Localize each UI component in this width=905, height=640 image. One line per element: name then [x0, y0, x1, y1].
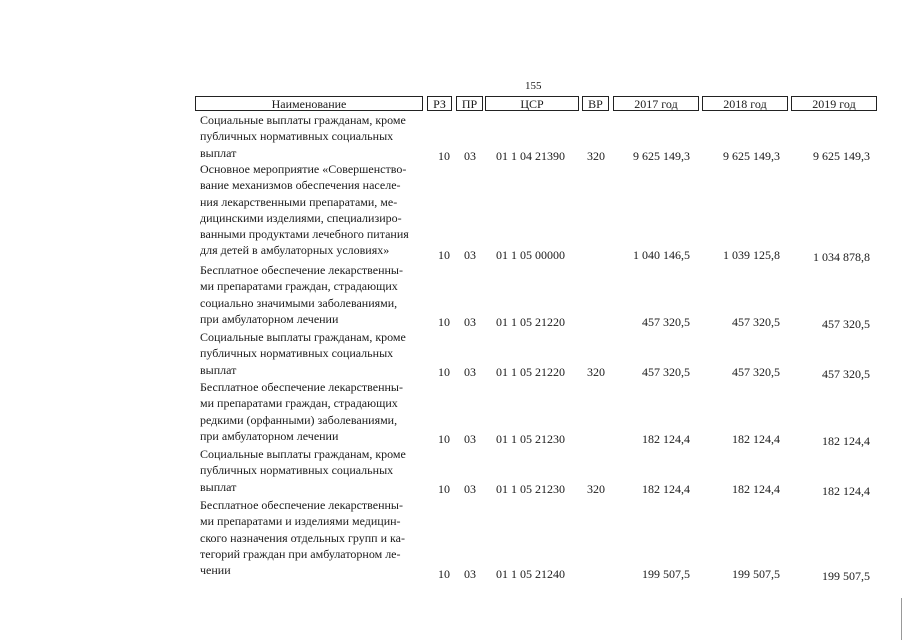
row-2018: 457 320,5 — [732, 315, 780, 329]
row-vr: 320 — [587, 149, 605, 163]
row-2018: 199 507,5 — [732, 567, 780, 581]
row-pr: 03 — [464, 365, 476, 379]
column-header-2019: 2019 год — [791, 96, 877, 111]
row-2018: 9 625 149,3 — [723, 149, 780, 163]
row-2019: 1 034 878,8 — [813, 250, 870, 264]
column-header-2017: 2017 год — [613, 96, 699, 111]
row-vr: 320 — [587, 482, 605, 496]
column-header-name: Наименование — [195, 96, 423, 111]
row-2017: 199 507,5 — [642, 567, 690, 581]
row-name: Бесплатное обеспечение лекарственны- ми препаратами граждан, страдающих редкими (орфанными) заболеваниями, при амбулаторном лечении — [200, 380, 403, 443]
row-rz: 10 — [438, 482, 450, 496]
row-pr: 03 — [464, 248, 476, 262]
row-2018: 182 124,4 — [732, 482, 780, 496]
row-name: Основное мероприятие «Совершенство- вание механизмов обеспечения населе- ния лекарственными препаратами, ме- дицинскими изделиями, специализиро- ванными продуктами лечебного питания для детей в амбулаторных условиях» — [200, 162, 409, 258]
column-header-rz: РЗ — [427, 96, 452, 111]
row-name: Бесплатное обеспечение лекарственны- ми препаратами граждан, страдающих социально значимыми заболеваниями, при амбулаторном лечении — [200, 263, 403, 326]
row-2017: 1 040 146,5 — [633, 248, 690, 262]
row-pr: 03 — [464, 149, 476, 163]
column-header-pr: ПР — [456, 96, 483, 111]
row-2017: 457 320,5 — [642, 315, 690, 329]
row-csr: 01 1 05 21220 — [496, 365, 565, 379]
row-2017: 182 124,4 — [642, 482, 690, 496]
row-2018: 457 320,5 — [732, 365, 780, 379]
row-2018: 182 124,4 — [732, 432, 780, 446]
row-2019: 457 320,5 — [822, 317, 870, 331]
row-2019: 9 625 149,3 — [813, 149, 870, 163]
row-2017: 9 625 149,3 — [633, 149, 690, 163]
row-rz: 10 — [438, 315, 450, 329]
row-csr: 01 1 04 21390 — [496, 149, 565, 163]
column-header-2018: 2018 год — [702, 96, 788, 111]
row-pr: 03 — [464, 482, 476, 496]
page-number: 155 — [525, 80, 542, 92]
column-header-csr: ЦСР — [485, 96, 579, 111]
row-rz: 10 — [438, 248, 450, 262]
row-2018: 1 039 125,8 — [723, 248, 780, 262]
row-pr: 03 — [464, 432, 476, 446]
row-2017: 182 124,4 — [642, 432, 690, 446]
row-2019: 182 124,4 — [822, 484, 870, 498]
row-rz: 10 — [438, 432, 450, 446]
row-2019: 199 507,5 — [822, 569, 870, 583]
row-pr: 03 — [464, 567, 476, 581]
row-name: Социальные выплаты гражданам, кроме публичных нормативных социальных выплат — [200, 330, 406, 377]
row-rz: 10 — [438, 149, 450, 163]
row-2019: 182 124,4 — [822, 434, 870, 448]
row-name: Социальные выплаты гражданам, кроме публичных нормативных социальных выплат — [200, 113, 406, 160]
row-csr: 01 1 05 21230 — [496, 432, 565, 446]
row-2017: 457 320,5 — [642, 365, 690, 379]
row-vr: 320 — [587, 365, 605, 379]
row-pr: 03 — [464, 315, 476, 329]
row-2019: 457 320,5 — [822, 367, 870, 381]
row-rz: 10 — [438, 567, 450, 581]
scan-edge-divider — [901, 598, 902, 640]
row-rz: 10 — [438, 365, 450, 379]
row-csr: 01 1 05 21240 — [496, 567, 565, 581]
row-name: Социальные выплаты гражданам, кроме публичных нормативных социальных выплат — [200, 447, 406, 494]
row-csr: 01 1 05 00000 — [496, 248, 565, 262]
column-header-vr: ВР — [582, 96, 609, 111]
row-csr: 01 1 05 21230 — [496, 482, 565, 496]
row-name: Бесплатное обеспечение лекарственны- ми препаратами и изделиями медицин- ского назначения отдельных групп и ка- тегорий граждан при амбулаторном ле- чении — [200, 498, 405, 578]
row-csr: 01 1 05 21220 — [496, 315, 565, 329]
